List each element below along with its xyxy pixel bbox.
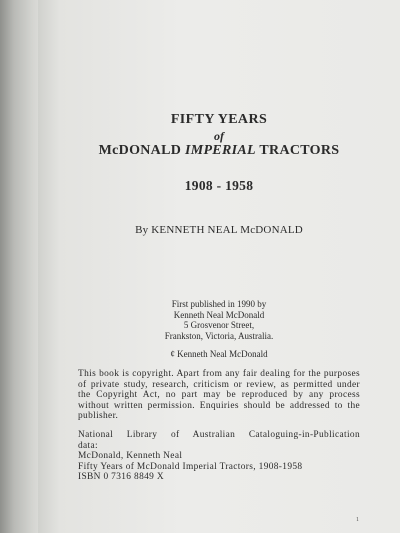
author-line: By KENNETH NEAL McDONALD [135, 224, 303, 236]
copyright-notice: This book is copyright. Apart from any fair dealing for the purposes of private study, research, criticism or review, as permitted under the Copyright Act, no part may be reproduced by any process without written permission. Enquiries should be addressed to the publisher. [78, 369, 360, 422]
book-spine-shadow [0, 0, 40, 533]
book-page [38, 0, 400, 533]
cip-line-5: ISBN 0 7316 8849 X [78, 472, 164, 483]
title-line-2: of [214, 129, 224, 143]
cip-line-1: National Library of Australian Cataloguing-in-Publication [78, 430, 360, 440]
title-mcdonald: McDONALD [98, 143, 182, 158]
copyright-holder: ¢ Kenneth Neal McDonald [170, 349, 268, 359]
page-mark: 1 [356, 517, 359, 523]
title-line-1: FIFTY YEARS [170, 112, 268, 127]
cip-line-2: data: [78, 440, 98, 451]
title-line-3 [38, 143, 400, 159]
title-imperial: IMPERIAL [184, 143, 256, 158]
cip-line-3: McDonald, Kenneth Neal [78, 451, 183, 462]
publication-line-1: First published in 1990 by [171, 299, 267, 309]
title-tractors: TRACTORS [259, 143, 340, 158]
cip-line-4: Fifty Years of McDonald Imperial Tractors, 1908-1958 [78, 461, 303, 472]
publication-line-2: Kenneth Neal McDonald [173, 309, 265, 320]
publication-line-4: Frankston, Victoria, Australia. [164, 330, 274, 341]
publication-info [38, 299, 400, 341]
title-years: 1908 - 1958 [184, 178, 254, 193]
cataloguing-data [78, 430, 360, 483]
publication-line-3: 5 Grosvenor Street, [183, 320, 255, 331]
